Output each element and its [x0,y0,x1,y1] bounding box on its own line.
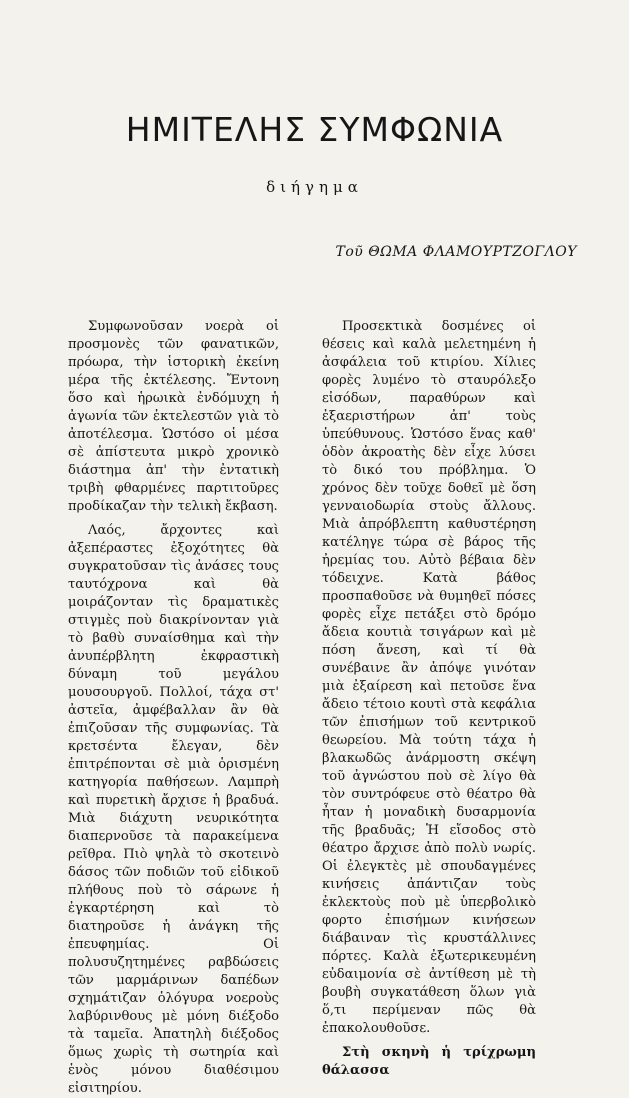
article-subtitle: διήγημα [266,178,363,196]
paragraph: Στὴ σκηνὴ ἡ τρίχρωμη θάλασσα [322,1045,536,1078]
paragraph: Λαός, ἄρχοντες καὶ ἀξεπέραστες ἐξοχότητες θὰ συγκρατοῦσαν τὶς ἀνάσες τους ταυτόχρονα καὶ θὰ μοιράζονταν τὶς δραματικὲς στιγμὲς ποὺ διακρίνονταν γιὰ τὸ βαθὺ συναίσθημα καὶ τὴν ἀνυπέρβλητη ἐκφραστικὴ δύναμη τοῦ μεγάλου μουσουργοῦ. Πολλοί, τάχα στ' ἀστεῖα, ἀμφέβαλλαν ἂν θὰ ἐπιζοῦσαν τῆς συμφωνίας. Τὰ κρετσέντα ἔλεγαν, δὲν ἐπιτρέπονται σὲ μιὰ ὁρισμένη κατηγορία παθήσεων. Λαμπρὴ καὶ πυρετικὴ ἄρχισε ἡ βραδυά. Μιὰ διάχυτη νευρικότητα διαπερνοῦσε τὰ παρακείμενα ρεῖθρα. Πιὸ ψηλὰ τὸ σκοτεινὸ δάσος τῶν ποδιῶν τοῦ εἰδικοῦ πλήθους ποὺ τὸ σάρωνε ἡ ἐγκαρτέρηση καὶ τὸ διατηροῦσε ἡ ἀνάγκη τῆς ἐπευφημίας. Οἱ πολυσυζητημένες ραβδώσεις τῶν μαρμάρινων δαπέδων σχημάτιζαν ὁλόγυρα νοεροὺς λαβύρινθους μὲ μόνη διέξοδο τὰ ταμεῖα. Ἀπατηλὴ διέξοδος ὅμως χωρὶς τὴ σωτηρία καὶ ἑνὸς μόνου διαθέσιμου εἰσιτηρίου. [68,523,279,1096]
article-author: Τοῦ ΘΩΜΑ ΦΛΑΜΟΥΡΤΖΟΓΛΟΥ [335,244,577,260]
left-column [68,318,279,1098]
article-title: ΗΜΙΤΕΛΗΣ ΣΥΜΦΩΝΙΑ [125,110,504,149]
paragraph: Συμφωνοῦσαν νοερὰ οἱ προσμονὲς τῶν φανατικῶν, πρόωρα, τὴν ἱστορικὴ ἐκείνη μέρα τῆς ἐκτέλεσης. Ἔντονη ὅσο καὶ ἡρωικὰ ἐνδόμυχη ἡ ἀγωνία τῶν ἐκτελεστῶν γιὰ τὸ ἀποτέλεσμα. Ὡστόσο οἱ μέσα σὲ ἀπίστευτα μικρὸ χρονικὸ διάστημα ἀπ' τὴν ἐντατικὴ τριβὴ φθαρμένες παρτιτοῦρες προδίκαζαν τὴν τελικὴ ἔκβαση. [68,319,279,514]
paragraph: Προσεκτικὰ δοσμένες οἱ θέσεις καὶ καλὰ μελετημένη ἡ ἀσφάλεια τοῦ κτιρίου. Χίλιες φορὲς λυμένο τὸ σταυρόλεξο εἰσόδων, παραθύρων καὶ ἐξαεριστήρων ἀπ' τοὺς ὑπεύθυνους. Ὡστόσο ἕνας καθ' ὁδὸν ἀκροατὴς δὲν εἶχε λύσει τὸ δικό του πρόβλημα. Ὁ χρόνος δὲν τοῦχε δοθεῖ μὲ ὅση γενναιοδωρία στοὺς ἄλλους. Μιὰ ἀπρόβλεπτη καθυστέρηση κατέληγε τώρα σὲ βάρος τῆς ἠρεμίας του. Αὐτὸ βέβαια δὲν τόδειχνε. Κατὰ βάθος προσπαθοῦσε νὰ θυμηθεῖ πόσες φορὲς εἶχε πετάξει στὸ δρόμο ἄδεια κουτιὰ τσιγάρων καὶ μὲ πόση ἄνεση, καὶ τί θὰ συνέβαινε ἂν ἀπόψε γινόταν μιὰ ἐξαίρεση καὶ πετοῦσε ἕνα ἄδειο τέτοιο κουτὶ στὰ κεφάλια τῶν ἐπισήμων τοῦ κεντρικοῦ θεωρείου. Μὰ τούτη τάχα ἡ βλακωδῶς ἀνάρμοστη σκέψη τοῦ ἀγνώστου ποὺ σὲ λίγο θὰ τὸν συντρόφευε στὸ θέατρο θὰ ἦταν ἡ μοναδικὴ δυσαρμονία τῆς βραδυᾶς; Ἡ εἴσοδος στὸ θέατρο ἄρχισε ἀπὸ πολὺ νωρίς. Οἱ ἐλεγκτὲς μὲ σπουδαγμένες κινήσεις ἀπάντιζαν τοὺς ἐκλεκτοὺς ποὺ μὲ ὑπερβολικὸ φορτο ἐπισήμων κινήσεων διάβαιναν τὶς κρυστάλλινες πόρτες. Καλὰ ἐξωτερικευμένη εὐδαιμονία σὲ ἀντίθεση μὲ τὴ βουβὴ συγκατάθεση ὅλων γιὰ ὅ,τι περίμεναν πῶς θὰ ἐπακολουθοῦσε. [322,319,536,1036]
right-column [322,318,536,1080]
